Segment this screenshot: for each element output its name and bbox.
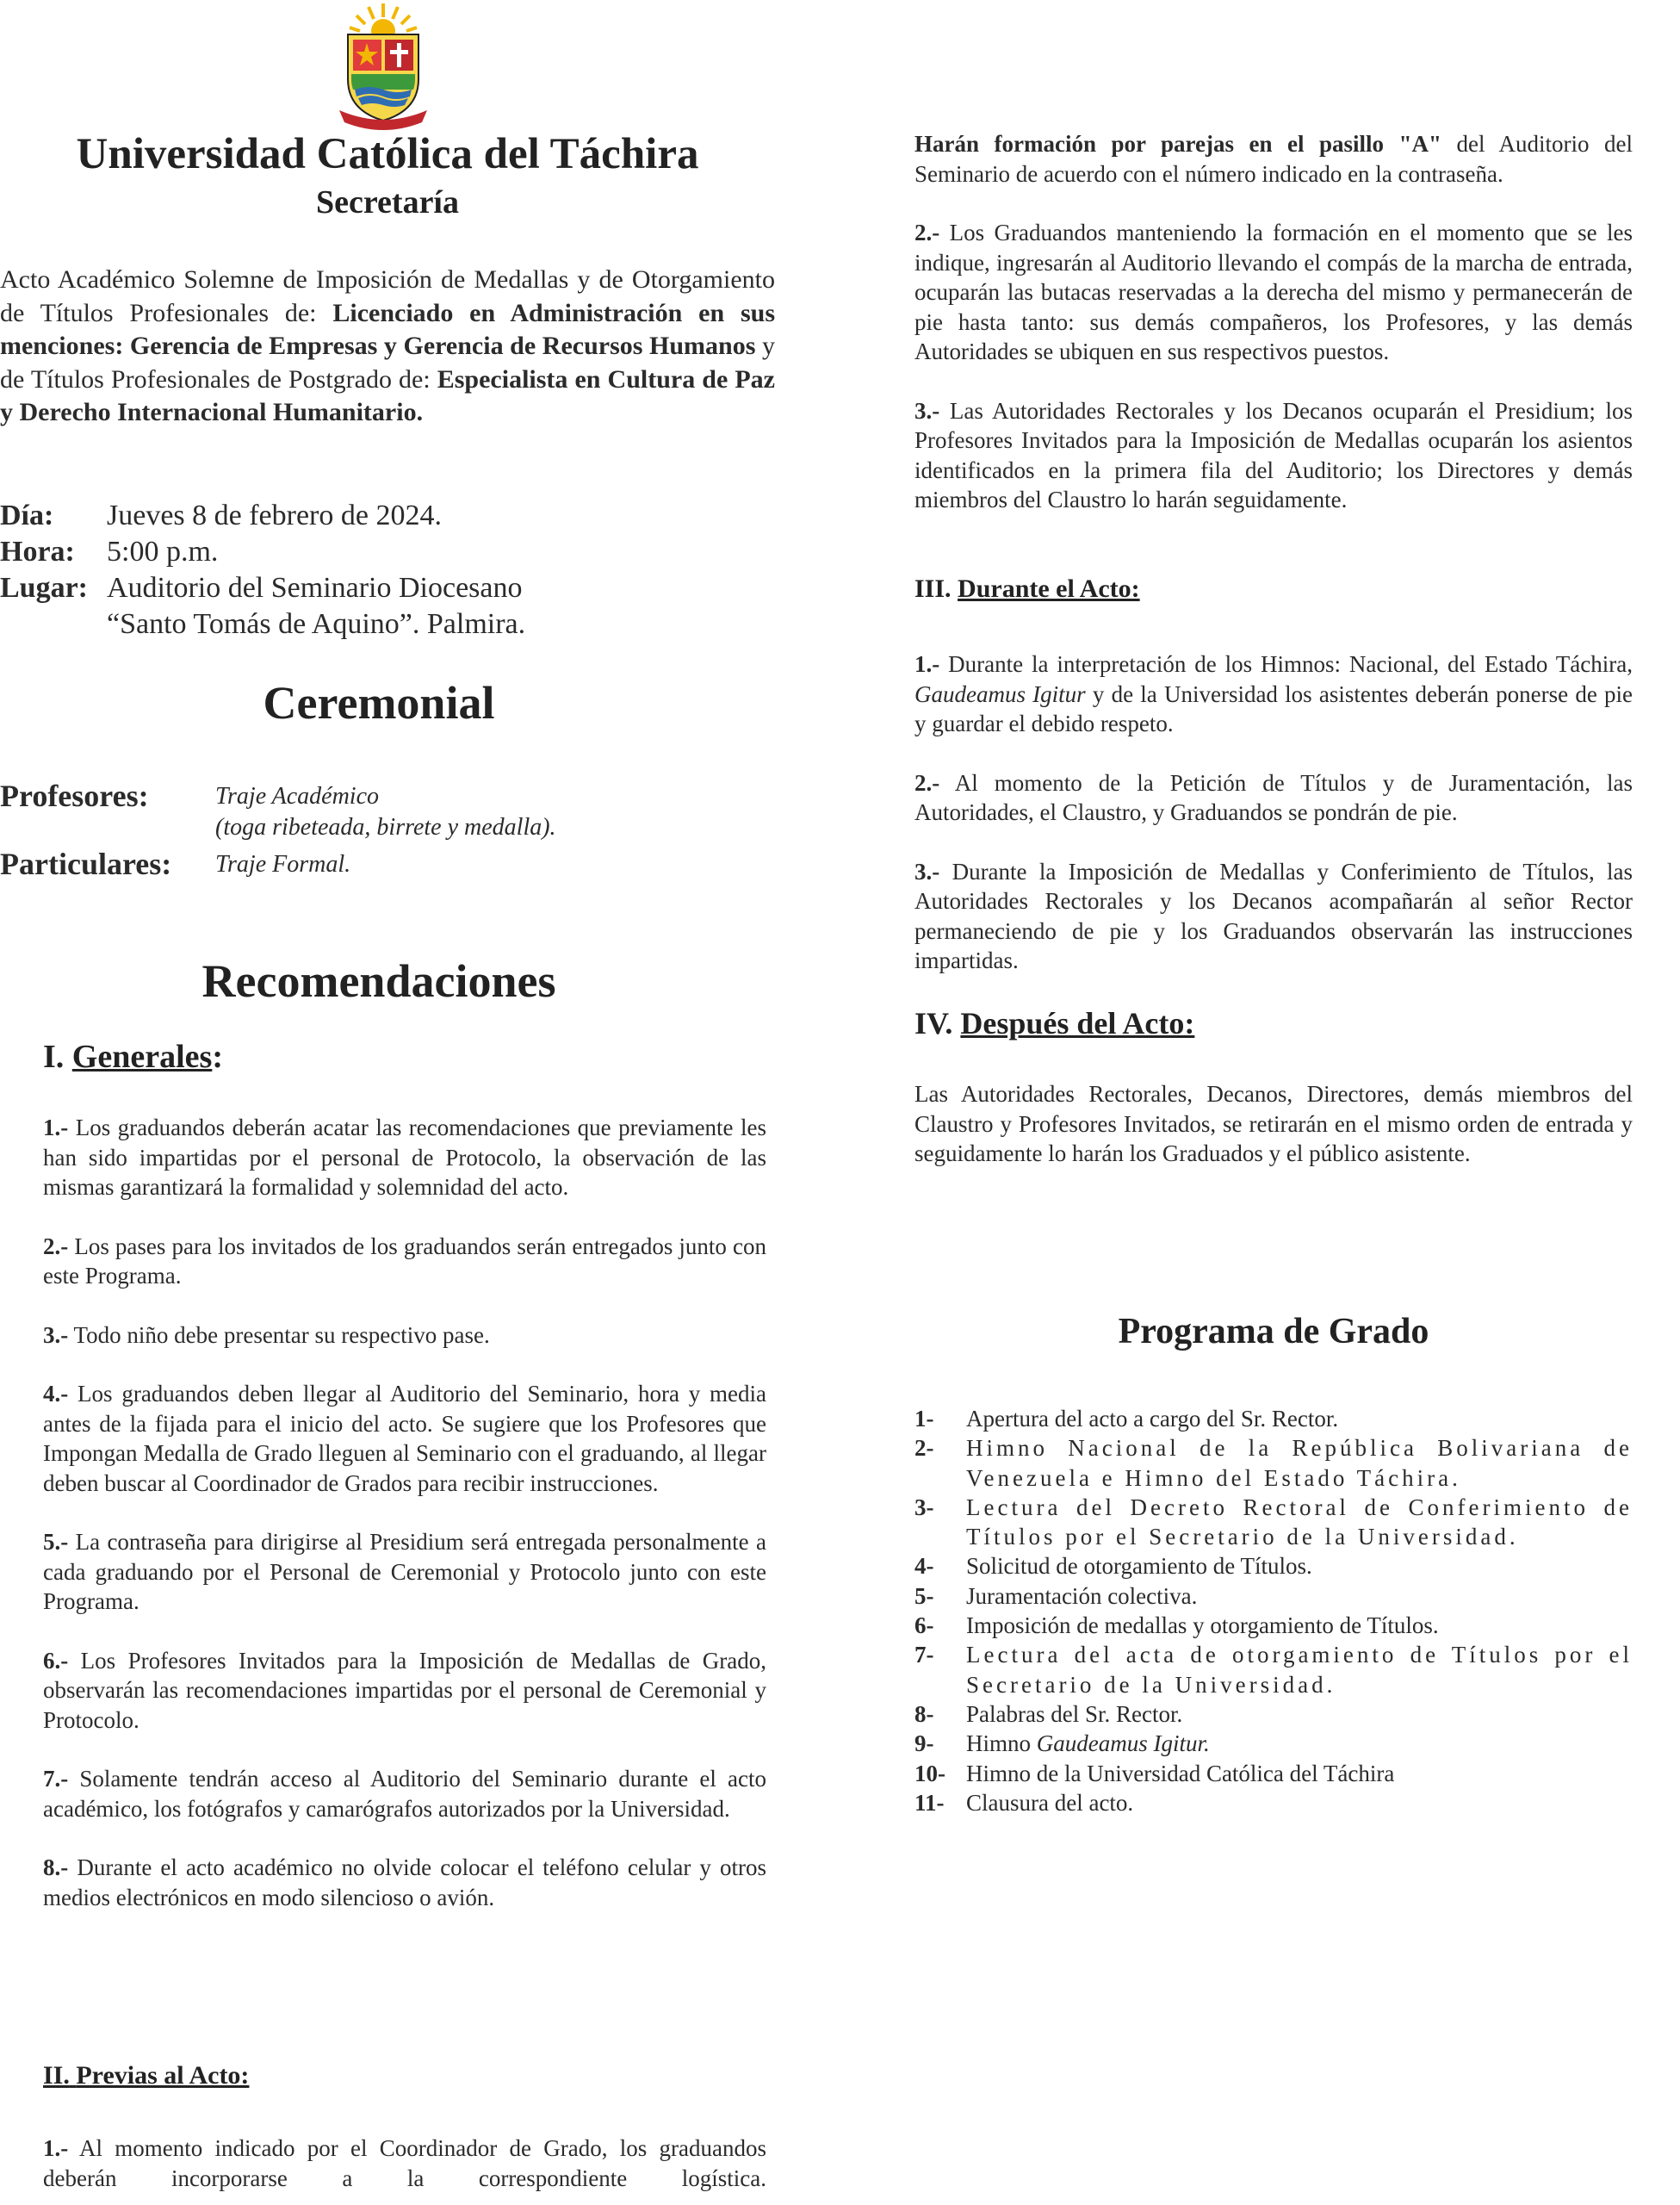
previas-list-continued	[914, 129, 1633, 544]
programa-item-text: Juramentación colectiva.	[966, 1582, 1198, 1609]
programa-item-italic: Gaudeamus Igitur.	[1036, 1730, 1210, 1757]
programa-item	[914, 1551, 1633, 1581]
attire-section	[0, 779, 775, 881]
item-num: 3.-	[43, 1321, 69, 1348]
previas-num: II.	[43, 2061, 70, 2090]
item-num: 2.-	[914, 769, 940, 796]
generales-heading-text: Generales	[71, 1039, 213, 1075]
item-text: La contraseña para dirigirse al Presidium será entregada personalmente a cada graduando por el Personal de Ceremonial y Protocolo junto con este Programa.	[43, 1529, 766, 1614]
event-place-row	[0, 570, 775, 643]
previas-item-1	[43, 2134, 766, 2193]
list-item	[914, 768, 1633, 828]
list-item	[43, 1320, 766, 1351]
time-value: 5:00 p.m.	[107, 536, 219, 568]
item-num: 1.-	[914, 651, 940, 677]
item-text: Los graduandos deberán acatar las recomendaciones que previamente les han sido impartidas por el personal de Protocolo, la observación de las mismas garantizará la formalidad y solemnidad del acto.	[43, 1115, 766, 1200]
list-item	[43, 1646, 766, 1736]
item-text: Durante el acto académico no olvide colocar el teléfono celular y otros medios electrónicos en modo silencioso o avión.	[43, 1854, 766, 1910]
crest-icon	[336, 0, 431, 134]
previas-heading-text: Previas al Acto:	[76, 2061, 250, 2090]
time-label: Hora:	[0, 536, 75, 568]
despues-text	[914, 1079, 1633, 1198]
profesores-label: Profesores:	[0, 779, 149, 813]
despues-paragraph: Las Autoridades Rectorales, Decanos, Directores, demás miembros del Claustro y Profesores Invitados, se retirarán en el mismo orden de entrada y seguidamente lo harán los Graduados y el público asistente.	[914, 1081, 1633, 1166]
programa-item	[914, 1759, 1633, 1788]
intro-bold-2: Especialista en Cultura de Paz y Derecho Internacional Humanitario.	[0, 364, 775, 426]
list-item	[43, 1113, 766, 1202]
programa-item-num: 9-	[914, 1730, 934, 1757]
programa-item-num: 2-	[914, 1435, 934, 1462]
programa-item-text: Imposición de medallas y otorgamiento de Títulos.	[966, 1612, 1439, 1639]
item-num: 7.-	[43, 1766, 69, 1792]
intro-bold-1: Licenciado en Administración en sus menciones: Gerencia de Empresas y Gerencia de Recursos Humanos	[0, 298, 776, 360]
item-italic: Gaudeamus Igitur	[914, 680, 1086, 707]
programa-item-num: 3-	[914, 1494, 934, 1520]
programa-item-text: Apertura del acto a cargo del Sr. Rector.	[966, 1406, 1339, 1432]
item-num: 1.-	[43, 2135, 69, 2161]
item-text: Solamente tendrán acceso al Auditorio del Seminario durante el acto académico, los fotógrafos y camarógrafos autorizados por la Universidad.	[43, 1766, 766, 1822]
place-value: Auditorio del Seminario Diocesano “Santo Tomás de Aquino”. Palmira.	[107, 572, 526, 640]
despues-heading	[914, 1005, 1194, 1041]
generales-num: I.	[43, 1039, 65, 1075]
item-bold: Harán formación por parejas en el pasillo "A"	[914, 131, 1442, 157]
item-text: Las Autoridades Rectorales y los Decanos ocuparán el Presidium; los Profesores Invitados para la Imposición de Medallas ocuparán los asientos identificados en la primera fila del Auditorio; los Directores y demás miembros del Claustro lo harán seguidamente.	[914, 397, 1633, 512]
intro-text-1: Acto Académico Solemne de Imposición de Medallas y de Otorgamiento de Títulos Profesionales de:	[0, 265, 775, 327]
item-text: Los graduandos deben llegar al Auditorio del Seminario, hora y media antes de la fijada para el inicio del acto. Se sugiere que los Profesores que Impongan Medalla de Grado lleguen al Seminario con el graduando, al llegar deben buscar al Coordinador de Grados para recibir instrucciones.	[43, 1381, 766, 1496]
item-text: Los pases para los invitados de los graduandos serán entregados junto con este Programa.	[43, 1233, 766, 1289]
durante-heading	[914, 575, 1140, 604]
item-num: 5.-	[43, 1529, 69, 1555]
programa-item	[914, 1611, 1633, 1640]
programa-list	[914, 1404, 1633, 1817]
programa-item-num: 5-	[914, 1582, 934, 1609]
item-text: Los Graduandos manteniendo la formación en el momento que se les indique, ingresarán al Auditorio llevando el compás de la marcha de entrada, ocuparán las butacas reservadas a la derecha del mismo y permanecerán de pie hasta tanto: sus demás compañeros, los Profesores, y las demás Autoridades se ubiquen en sus respectivos puestos.	[914, 220, 1633, 364]
item-num: 3.-	[914, 858, 940, 885]
list-item	[43, 1764, 766, 1823]
particulares-attire: Traje Formal.	[215, 851, 351, 878]
programa-item	[914, 1699, 1633, 1729]
profesores-attire	[215, 779, 556, 843]
durante-heading-text: Durante el Acto:	[958, 575, 1140, 603]
item-text: Durante la interpretación de los Himnos: Nacional, del Estado Táchira,	[939, 651, 1633, 677]
place-label: Lugar:	[0, 572, 88, 604]
programa-item-num: 8-	[914, 1700, 934, 1727]
item-num: 3.-	[914, 397, 940, 424]
profesores-attire-line2: (toga ribeteada, birrete y medalla).	[215, 814, 556, 841]
attire-profesores-row	[0, 779, 775, 843]
list-item	[914, 129, 1633, 189]
durante-num: III.	[914, 575, 952, 603]
university-title: Universidad Católica del Táchira	[76, 130, 699, 178]
recomendaciones-title: Recomendaciones	[201, 955, 556, 1007]
item-text: Al momento indicado por el Coordinador de Grado, los graduandos deberán incorporarse a la correspondiente logística.	[43, 2135, 766, 2191]
programa-title: Programa de Grado	[1118, 1312, 1429, 1351]
event-time-row	[0, 534, 775, 570]
item-num: 1.-	[43, 1115, 69, 1140]
attire-particulares-row	[0, 847, 775, 881]
programa-item-num: 7-	[914, 1642, 934, 1668]
programa-item	[914, 1640, 1633, 1699]
item-text: del Auditorio del Seminario de acuerdo con el número indicado en la contraseña.	[914, 131, 1634, 187]
programa-item-text: Himno de la Universidad Católica del Táchira	[966, 1760, 1395, 1786]
item-text: y de la Universidad los asistentes deberán ponerse de pie y guardar el debido respeto.	[914, 680, 1633, 736]
intro-text-2: y de Títulos Profesionales de Postgrado de:	[0, 332, 776, 394]
programa-item-num: 10-	[914, 1760, 945, 1786]
list-item	[43, 1379, 766, 1498]
programa-item	[914, 1433, 1633, 1493]
item-num: 6.-	[43, 1647, 69, 1674]
list-item	[43, 1853, 766, 1912]
generales-list	[43, 1113, 766, 1941]
university-crest-logo	[336, 0, 431, 134]
intro-paragraph	[0, 264, 775, 430]
programa-item-text: Solicitud de otorgamiento de Títulos.	[966, 1553, 1312, 1580]
generales-heading	[43, 1038, 223, 1076]
programa-item-num: 1-	[914, 1406, 934, 1432]
programa-item-text	[966, 1729, 1633, 1758]
programa-item-num: 6-	[914, 1612, 934, 1639]
programa-item	[914, 1493, 1633, 1552]
item-text: Durante la Imposición de Medallas y Conferimiento de Títulos, las Autoridades Rectorales y los Decanos acompañarán al señor Rector permaneciendo de pie y los Graduandos observarán las instrucciones impartidas.	[914, 858, 1633, 973]
item-num: 2.-	[914, 220, 940, 245]
item-num: 8.-	[43, 1854, 69, 1880]
programa-item	[914, 1404, 1633, 1433]
programa-item	[914, 1729, 1633, 1758]
day-label: Día:	[0, 500, 54, 531]
ceremonial-title: Ceremonial	[263, 677, 495, 729]
day-value: Jueves 8 de febrero de 2024.	[107, 500, 442, 531]
list-item	[43, 1232, 766, 1291]
list-item	[43, 1527, 766, 1617]
list-item	[914, 218, 1633, 367]
programa-item-num: 4-	[914, 1553, 934, 1580]
item-num: 2.-	[43, 1233, 69, 1259]
programa-item-text: Lectura del acta de otorgamiento de Títulos por el Secretario de la Universidad.	[966, 1642, 1633, 1698]
item-text: Los Profesores Invitados para la Imposición de Medallas de Grado, observarán las recomendaciones impartidas por el personal de Ceremonial y Protocolo.	[43, 1647, 766, 1733]
item-num: 4.-	[43, 1381, 69, 1407]
event-day-row	[0, 498, 775, 534]
item-text: Todo niño debe presentar su respectivo pase.	[68, 1321, 490, 1348]
despues-num: IV.	[914, 1006, 953, 1040]
list-item	[914, 649, 1633, 739]
programa-item	[914, 1581, 1633, 1611]
durante-list	[914, 649, 1633, 1005]
programa-item-text-a: Himno	[966, 1730, 1037, 1757]
item-text: Al momento de la Petición de Títulos y de Juramentación, las Autoridades, el Claustro, y Graduandos se pondrán de pie.	[914, 769, 1633, 825]
programa-item-text: Palabras del Sr. Rector.	[966, 1700, 1183, 1727]
programa-item-num: 11-	[914, 1789, 945, 1816]
previas-heading	[43, 2061, 249, 2090]
programa-item	[914, 1788, 1633, 1817]
profesores-attire-line1: Traje Académico	[215, 783, 380, 810]
particulares-label: Particulares:	[0, 847, 172, 881]
programa-item-text: Clausura del acto.	[966, 1789, 1134, 1816]
list-item	[914, 396, 1633, 515]
programa-item-text: Lectura del Decreto Rectoral de Conferimiento de Títulos por el Secretario de la Universidad.	[966, 1494, 1633, 1550]
event-info	[0, 498, 775, 643]
programa-item-text: Himno Nacional de la República Bolivariana de Venezuela e Himno del Estado Táchira.	[966, 1435, 1633, 1491]
list-item	[914, 857, 1633, 976]
generales-colon: :	[212, 1039, 223, 1075]
department-title: Secretaría	[316, 184, 459, 220]
despues-heading-text: Después del Acto:	[960, 1006, 1195, 1040]
